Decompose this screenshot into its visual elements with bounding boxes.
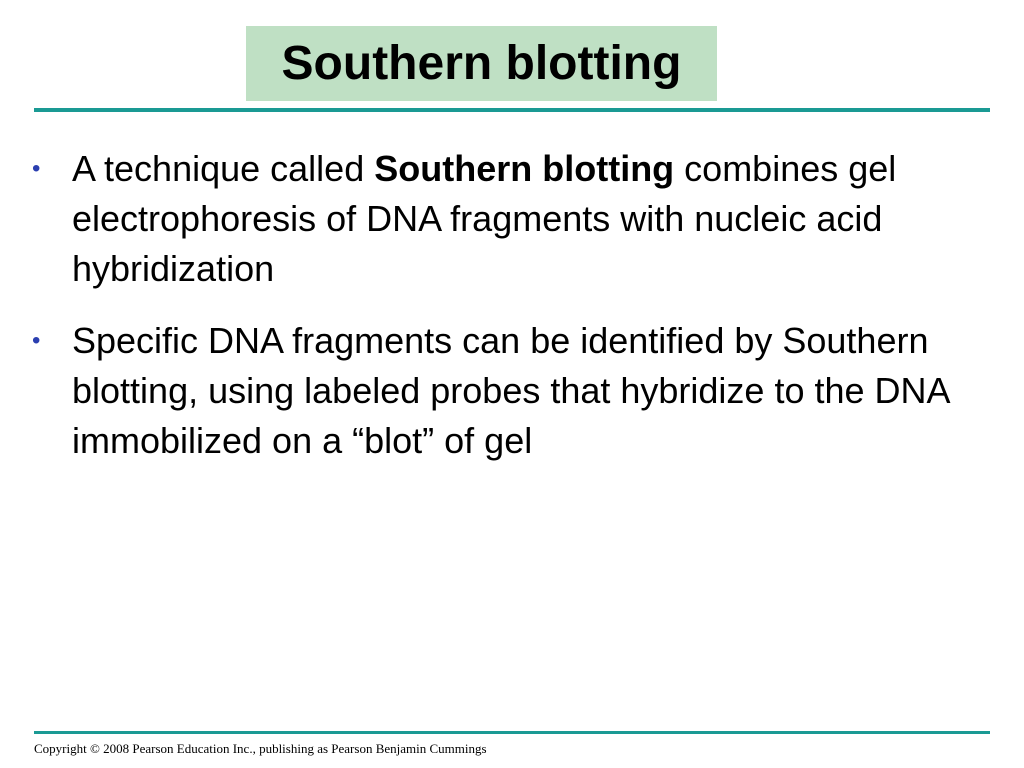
bullet-item-1 (32, 144, 972, 294)
bullet-1-text-end: combines gel electrophoresis of DNA fragments with nucleic acid hybridization (72, 148, 897, 289)
footer-divider-line (34, 731, 990, 734)
copyright-footer: Copyright © 2008 Pearson Education Inc., publishing as Pearson Benjamin Cummings (34, 741, 487, 756)
bullet-1-text-start: A technique called (72, 148, 375, 189)
slide-title: Southern blotting (281, 36, 682, 90)
bullet-2-text: Specific DNA fragments can be identified by Southern blotting, using labeled probes that hybridize to the DNA immobilized on a “blot” of gel (72, 320, 949, 461)
bullet-icon: • (32, 327, 41, 354)
bullet-list (32, 144, 972, 488)
title-divider-line (34, 108, 990, 112)
slide-title-box (246, 26, 717, 101)
bullet-1-bold-term: Southern blotting (374, 148, 675, 189)
bullet-item-2 (32, 316, 972, 466)
bullet-icon: • (32, 155, 41, 182)
